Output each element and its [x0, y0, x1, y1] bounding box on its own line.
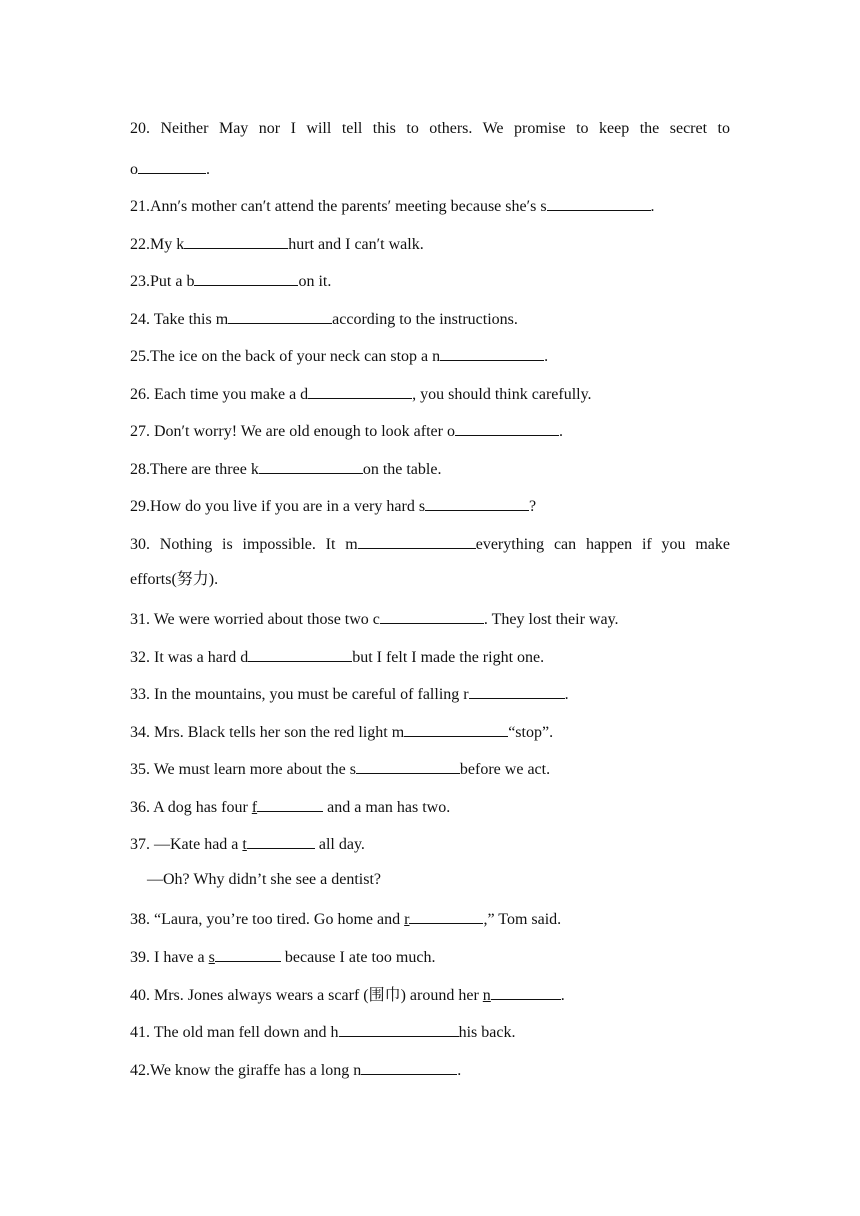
- question-24-text: 24. Take this m: [130, 311, 229, 328]
- question-21-text: 21.Ann′s mother can′t attend the parents′ meeting because she′s s: [130, 198, 547, 215]
- answer-blank[interactable]: [425, 494, 529, 511]
- question-32-text: 32. It was a hard d: [130, 649, 249, 666]
- question-38-letter: r: [404, 911, 410, 928]
- answer-blank[interactable]: [404, 720, 508, 737]
- question-33-text: 33. In the mountains, you must be careful of falling r: [130, 686, 469, 703]
- answer-blank[interactable]: [358, 532, 476, 549]
- question-25-text: 25.The ice on the back of your neck can stop a n: [130, 348, 441, 365]
- answer-blank[interactable]: [228, 307, 332, 324]
- answer-blank[interactable]: [184, 232, 288, 249]
- question-25-tail: .: [544, 348, 549, 365]
- answer-blank[interactable]: [455, 419, 559, 436]
- question-34-tail: “stop”.: [508, 724, 554, 741]
- question-42-text: 42.We know the giraffe has a long n: [130, 1062, 362, 1079]
- question-23-text: 23.Put a b: [130, 273, 195, 290]
- question-28: [130, 457, 730, 480]
- question-39: [130, 945, 730, 968]
- question-31-tail: . They lost their way.: [483, 611, 619, 628]
- question-20-text: 20. Neither May nor I will tell this to others. We promise to keep the secret to: [130, 120, 730, 137]
- question-36-letter: f: [251, 799, 258, 816]
- answer-blank[interactable]: [440, 344, 544, 361]
- question-41: [130, 1020, 730, 1043]
- answer-blank[interactable]: [361, 1058, 457, 1075]
- answer-blank[interactable]: [138, 157, 206, 174]
- question-31: [130, 607, 730, 630]
- question-39-letter: s: [208, 949, 215, 966]
- answer-blank[interactable]: [356, 757, 460, 774]
- answer-blank[interactable]: [257, 795, 323, 812]
- question-40-tail: .: [560, 987, 565, 1004]
- question-36-text: 36. A dog has four: [130, 799, 252, 816]
- question-32: [130, 645, 730, 668]
- question-29-text: 29.How do you live if you are in a very hard s: [130, 498, 426, 515]
- question-38-text: 38. “Laura, you’re too tired. Go home and: [130, 911, 405, 928]
- question-42: [130, 1058, 730, 1081]
- question-33-tail: .: [564, 686, 569, 703]
- question-40-letter: n: [482, 987, 491, 1004]
- answer-blank[interactable]: [308, 382, 412, 399]
- question-24-tail: according to the instructions.: [332, 311, 518, 328]
- question-36: [130, 795, 730, 818]
- question-30-cont-text: efforts(努力).: [130, 571, 219, 588]
- question-31-text: 31. We were worried about those two c: [130, 611, 380, 628]
- answer-blank[interactable]: [469, 682, 565, 699]
- question-20-cont: o .: [130, 157, 730, 180]
- question-25: [130, 344, 730, 367]
- question-35: [130, 757, 730, 780]
- question-35-tail: before we act.: [459, 761, 551, 778]
- question-22-text: 22.My k: [130, 236, 185, 253]
- question-40: [130, 983, 730, 1006]
- question-30-text: 30. Nothing is impossible. It m: [130, 536, 358, 553]
- question-37: [130, 832, 730, 855]
- question-39-tail: because I ate too much.: [280, 949, 436, 966]
- question-32-tail: but I felt I made the right one.: [352, 649, 545, 666]
- question-37-tail: all day.: [314, 836, 365, 853]
- question-33: [130, 682, 730, 705]
- question-30-cont: [130, 570, 730, 590]
- question-29: [130, 494, 730, 517]
- answer-blank[interactable]: [248, 645, 352, 662]
- answer-blank[interactable]: [547, 194, 651, 211]
- question-29-tail: ?: [529, 498, 537, 515]
- question-40-text: 40. Mrs. Jones always wears a scarf (围巾) around her: [130, 987, 483, 1004]
- question-37-letter: t: [242, 836, 247, 853]
- question-27-text: 27. Don′t worry! We are old enough to look after o: [130, 423, 455, 440]
- question-38: [130, 907, 730, 930]
- question-23: [130, 269, 730, 292]
- question-21-tail: .: [650, 198, 655, 215]
- question-26-text: 26. Each time you make a d: [130, 386, 309, 403]
- answer-blank[interactable]: [247, 832, 315, 849]
- question-36-tail: and a man has two.: [323, 799, 451, 816]
- question-22-tail: hurt and I can′t walk.: [288, 236, 424, 253]
- question-34: [130, 720, 730, 743]
- question-37-cont: [147, 870, 747, 890]
- question-26-tail: , you should think carefully.: [412, 386, 592, 403]
- answer-blank[interactable]: [259, 457, 363, 474]
- question-23-tail: on it.: [298, 273, 332, 290]
- question-27-tail: .: [558, 423, 563, 440]
- question-28-tail: on the table.: [362, 461, 442, 478]
- question-20-cont-text: o: [130, 161, 138, 178]
- question-27: [130, 419, 730, 442]
- answer-blank[interactable]: [194, 269, 298, 286]
- question-26: [130, 382, 730, 405]
- question-39-text: 39. I have a: [130, 949, 209, 966]
- answer-blank[interactable]: [409, 907, 483, 924]
- question-42-tail: .: [457, 1062, 462, 1079]
- question-28-text: 28.There are three k: [130, 461, 259, 478]
- question-24: [130, 307, 730, 330]
- question-30-tail: everything can happen if you make: [475, 536, 731, 553]
- question-38-tail: ,” Tom said.: [483, 911, 562, 928]
- question-21: [130, 194, 730, 217]
- question-37-cont-text: —Oh? Why didn’t she see a dentist?: [147, 871, 382, 888]
- answer-blank[interactable]: [491, 983, 561, 1000]
- answer-blank[interactable]: [339, 1020, 459, 1037]
- answer-blank[interactable]: [380, 607, 484, 624]
- answer-blank[interactable]: [215, 945, 281, 962]
- question-41-tail: his back.: [458, 1024, 516, 1041]
- question-35-text: 35. We must learn more about the s: [130, 761, 356, 778]
- question-22: [130, 232, 730, 255]
- question-30: [130, 532, 730, 555]
- question-20: [130, 119, 730, 139]
- question-37-text: 37. —Kate had a: [130, 836, 243, 853]
- question-34-text: 34. Mrs. Black tells her son the red light m: [130, 724, 405, 741]
- question-41-text: 41. The old man fell down and h: [130, 1024, 339, 1041]
